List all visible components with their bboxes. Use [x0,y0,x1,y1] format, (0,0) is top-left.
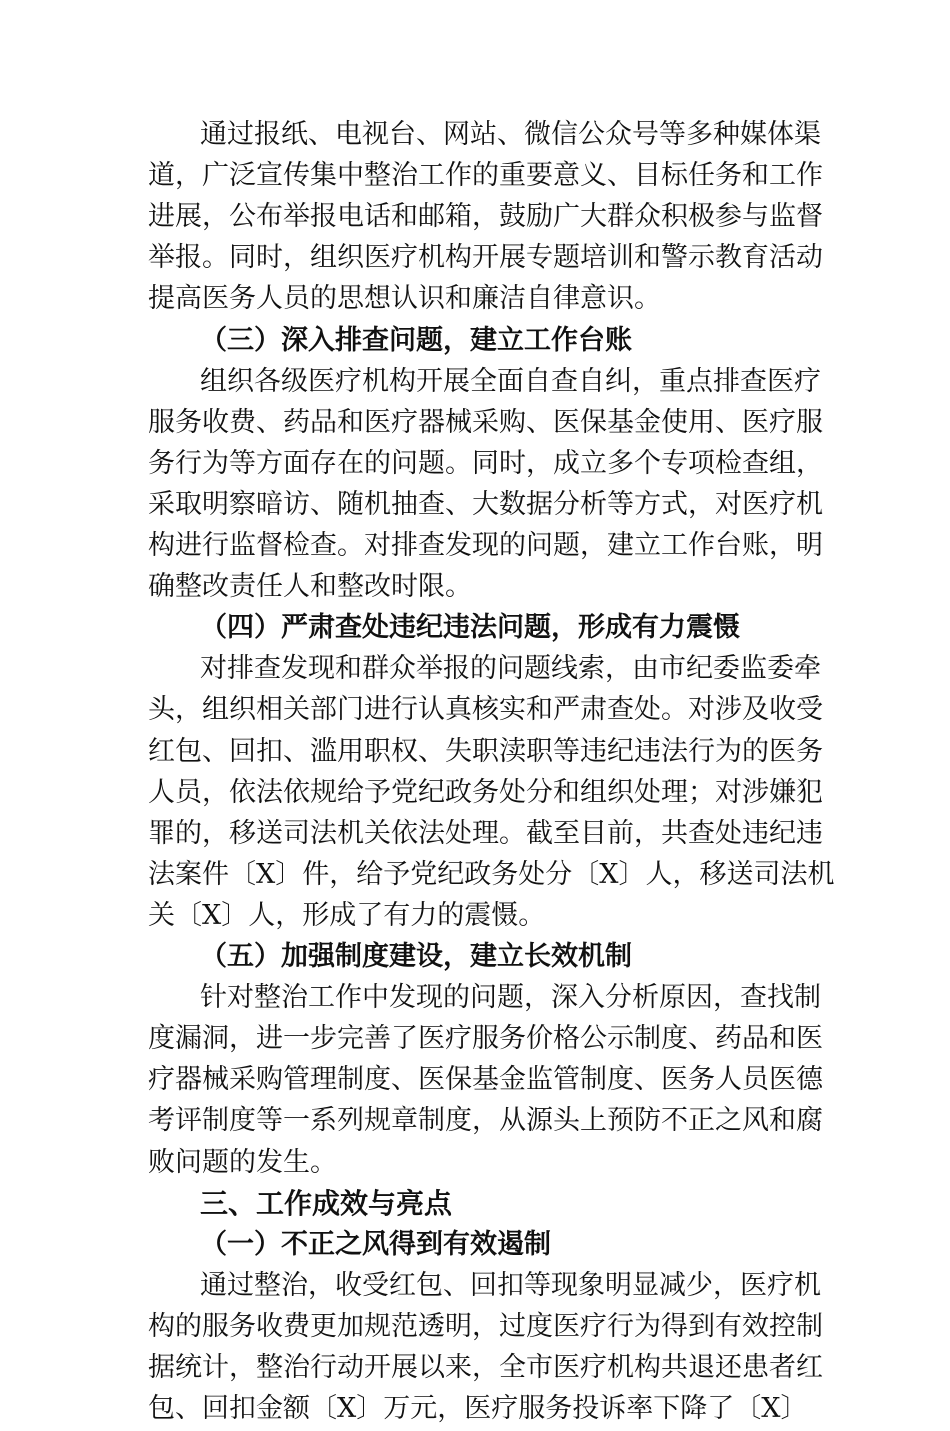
body-line: 构的服务收费更加规范透明，过度医疗行为得到有效控制 [148,1310,823,1342]
paragraph-last-line: 败问题的发生。 [148,1146,337,1178]
body-line: 人员，依法依规给予党纪政务处分和组织处理；对涉嫌犯 [148,776,823,808]
body-line: 务行为等方面存在的问题。同时，成立多个专项检查组， [148,447,823,479]
body-line: 疗器械采购管理制度、医保基金监管制度、医务人员医德 [148,1064,823,1096]
paragraph-last-line: 确整改责任人和整改时限。 [148,571,472,603]
body-line: 头，组织相关部门进行认真核实和严肃查处。对涉及收受 [148,694,823,726]
paragraph-first-line: 组织各级医疗机构开展全面自查自纠，重点排查医疗 [200,365,821,397]
body-line: 罪的，移送司法机关依法处理。截至目前，共查处违纪违 [148,817,823,849]
body-line: 采取明察暗访、随机抽查、大数据分析等方式，对医疗机 [148,488,823,520]
paragraph-first-line: 对排查发现和群众举报的问题线索，由市纪委监委牵 [200,653,821,685]
body-line: 度漏洞，进一步完善了医疗服务价格公示制度、药品和医 [148,1023,823,1055]
paragraph-first-line: 针对整治工作中发现的问题，深入分析原因，查找制 [200,982,821,1014]
body-line: 服务收费、药品和医疗器械采购、医保基金使用、医疗服 [148,406,823,438]
body-line: 道，广泛宣传集中整治工作的重要意义、目标任务和工作 [148,160,823,192]
body-line: 包、回扣金额〔X〕万元，医疗服务投诉率下降了〔X〕 [148,1393,808,1425]
paragraph-last-line: 关〔X〕人，形成了有力的震慑。 [148,899,546,931]
paragraph-first-line: 通过整治，收受红包、回扣等现象明显减少，医疗机 [200,1269,821,1301]
body-line: 进展，公布举报电话和邮箱，鼓励广大群众积极参与监督 [148,201,823,233]
paragraph-first-line: 通过报纸、电视台、网站、微信公众号等多种媒体渠 [200,119,821,150]
subsection-heading: （一）不正之风得到有效遏制 [200,1228,551,1260]
subsection-heading: （三）深入排查问题，建立工作台账 [200,324,632,356]
body-line: 据统计，整治行动开展以来，全市医疗机构共退还患者红 [148,1352,823,1383]
body-line: 红包、回扣、滥用职权、失职渎职等违纪违法行为的医务 [148,735,823,767]
section-heading: 三、工作成效与亮点 [200,1186,453,1220]
body-line: 构进行监督检查。对排查发现的问题，建立工作台账，明 [148,530,823,561]
subsection-heading: （四）严肃查处违纪违法问题，形成有力震慑 [200,612,740,644]
body-line: 考评制度等一系列规章制度，从源头上预防不正之风和腐 [148,1105,823,1137]
body-line: 举报。同时，组织医疗机构开展专题培训和警示教育活动 [148,242,823,274]
paragraph-last-line: 提高医务人员的思想认识和廉洁自律意识。 [148,283,661,315]
body-line: 法案件〔X〕件，给予党纪政务处分〔X〕人，移送司法机 [148,858,835,890]
subsection-heading: （五）加强制度建设，建立长效机制 [200,941,632,972]
